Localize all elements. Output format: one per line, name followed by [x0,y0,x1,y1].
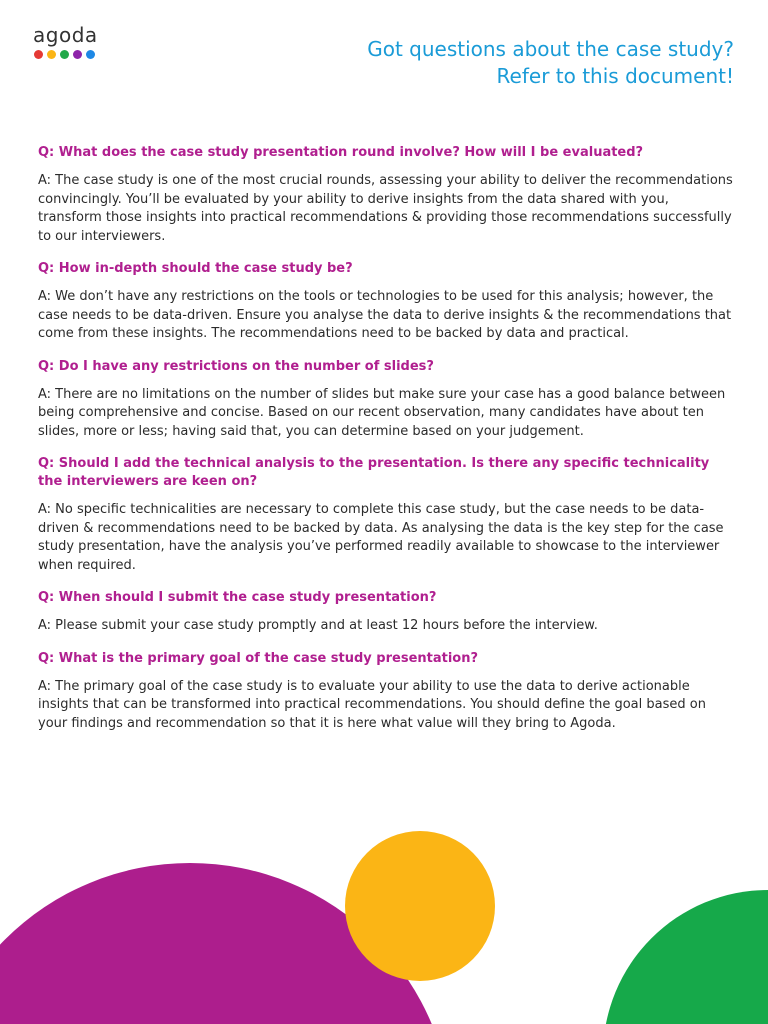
faq-question: Q: Do I have any restrictions on the number of slides? [38,358,434,374]
faq-question: Q: What does the case study presentation round involve? How will I be evaluated? [38,145,644,160]
logo-dot-red [34,50,43,59]
decor-circle-yellow [345,831,495,981]
page-title-line-1: Got questions about the case study? [367,37,734,61]
faq-item [38,144,734,246]
faq-question: Q: How in-depth should the case study be? [38,261,353,276]
faq-question: Q: When should I submit the case study presentation? [38,590,437,605]
page-title-line-2: Refer to this document! [496,64,734,88]
faq-list [38,144,734,747]
logo-dot-purple [73,50,82,59]
faq-answer: A: We don’t have any restrictions on the tools or technologies to be used for this analysis; however, the case needs to be data-driven. Ensure you analyse the data to derive insights & the recommendations that come from these insights. The recommendations need to be backed by data and practical. [38,289,732,341]
agoda-logo [33,24,98,59]
faq-question: Q: What is the primary goal of the case study presentation? [38,650,479,666]
faq-item [38,589,734,636]
logo-dots [34,50,98,59]
logo-dot-yellow [47,50,56,59]
decor-circle-green [603,890,768,1024]
faq-item [38,650,734,734]
page-title [367,36,734,90]
faq-item [38,358,734,442]
logo-dot-blue [86,50,95,59]
faq-answer: A: The primary goal of the case study is to evaluate your ability to use the data to derive actionable insights that can be transformed into practical recommendations. You should define the goal based on your findings and recommendation so that it is here what value will they bring to Agoda. [38,678,706,731]
faq-item [38,455,734,575]
faq-answer: A: No specific technicalities are necessary to complete this case study, but the case needs to be data-driven & recommendations need to be backed by data. As analysing the data is the key step for the case study presentation, have the analysis you’ve performed readily available to showcase to the interviewer when required. [38,502,724,573]
faq-answer: A: The case study is one of the most crucial rounds, assessing your ability to deliver the recommendations convincingly. You’ll be evaluated by your ability to derive insights from the data shared with you, transform those insights into practical recommendations & providing those recommendations successfully to our interviewers. [38,173,733,244]
faq-question: Q: Should I add the technical analysis to the presentation. Is there any specific technicality the interviewers are keen on? [38,456,710,489]
logo-dot-green [60,50,69,59]
faq-answer: A: There are no limitations on the number of slides but make sure your case has a good balance between being comprehensive and concise. Based on our recent observation, many candidates have about ten slides, more or less; having said that, you can determine based on your judgement. [38,386,726,439]
logo-wordmark: agoda [33,23,98,47]
faq-answer: A: Please submit your case study promptly and at least 12 hours before the interview. [38,618,598,633]
decor-circle-magenta [0,863,452,1024]
faq-item [38,260,734,344]
